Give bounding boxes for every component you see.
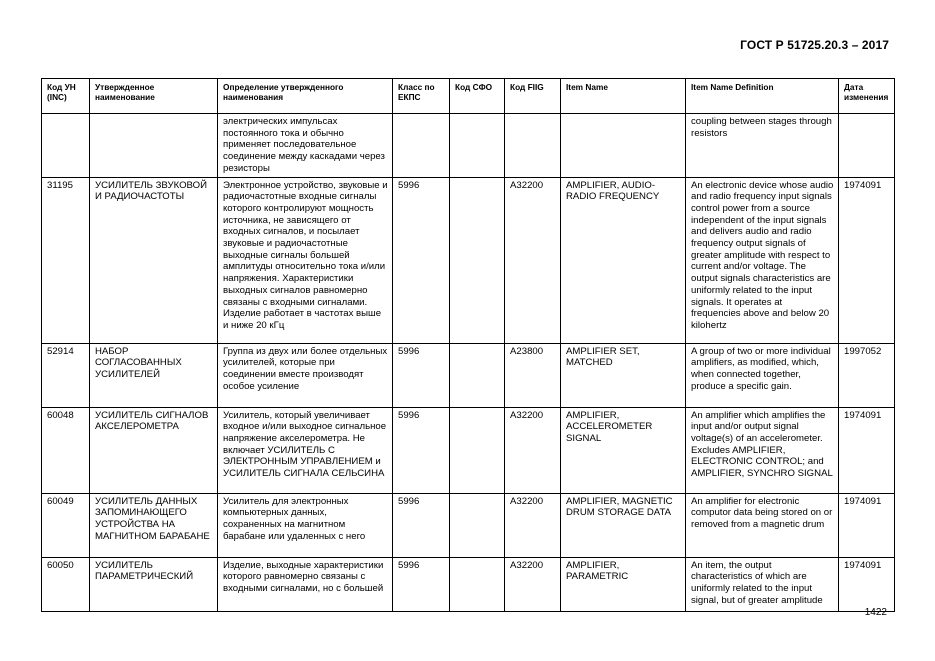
- cell-inc: 60049: [42, 493, 90, 557]
- item-name-table: [41, 78, 895, 612]
- table-row: [42, 493, 895, 557]
- cell-item-name: AMPLIFIER, ACCELEROMETER SIGNAL: [561, 407, 686, 493]
- cell-ekps: 5996: [393, 407, 450, 493]
- table-row: [42, 343, 895, 407]
- cell-ekps: 5996: [393, 493, 450, 557]
- cell-date: 1974091: [839, 407, 895, 493]
- cell-definition-en: coupling between stages through resistors: [686, 114, 839, 178]
- cell-definition-ru: электрических импульсах постоянного тока и обычно применяет последовательное соединение между каскадами через резисторы: [218, 114, 393, 178]
- cell-item-name: AMPLIFIER, AUDIO-RADIO FREQUENCY: [561, 177, 686, 343]
- cell-date: 1974091: [839, 177, 895, 343]
- cell-definition-en: An electronic device whose audio and radio frequency input signals control power from a source independent of the input signals and delivers audio and radio frequency output signals of greater amplitude with respect to current and/or voltage. The output signals characteristics are uniformly related to the input signals. It operates at frequencies above and below 20 kilohertz: [686, 177, 839, 343]
- column-header-date: Дата изменения: [839, 79, 895, 114]
- cell-definition-ru: Усилитель для электронных компьютерных данных, сохраненных на магнитном барабане или удаленных с него: [218, 493, 393, 557]
- cell-date: 1974091: [839, 557, 895, 611]
- cell-fiig: A32200: [505, 177, 561, 343]
- cell-date: [839, 114, 895, 178]
- cell-fiig: A32200: [505, 493, 561, 557]
- cell-inc: 60048: [42, 407, 90, 493]
- cell-definition-ru: Электронное устройство, звуковые и радиочастотные входные сигналы которого контролируют мощность источника, не зависящего от входных сигналов, и посылает звуковые и радиочастотные выходные сигналы большей амплитуды относительно тока и/или напряжения. Характеристики выходных сигналов равномерно связаны с входными сигналами. Изделие работает в частотах выше и ниже 20 кГц: [218, 177, 393, 343]
- cell-inc: 52914: [42, 343, 90, 407]
- cell-item-name: AMPLIFIER SET, MATCHED: [561, 343, 686, 407]
- cell-sfo: [450, 557, 505, 611]
- cell-name-ru: УСИЛИТЕЛЬ ДАННЫХ ЗАПОМИНАЮЩЕГО УСТРОЙСТВА НА МАГНИТНОМ БАРАБАНЕ: [90, 493, 218, 557]
- cell-ekps: 5996: [393, 177, 450, 343]
- cell-name-ru: УСИЛИТЕЛЬ ПАРАМЕТРИЧЕСКИЙ: [90, 557, 218, 611]
- column-header-inc: Код УН (INC): [42, 79, 90, 114]
- cell-name-ru: [90, 114, 218, 178]
- column-header-name-ru: Утвержденное наименование: [90, 79, 218, 114]
- cell-ekps: 5996: [393, 343, 450, 407]
- cell-definition-ru: Изделие, выходные характеристики которого равномерно связаны с входными сигналами, но с большей: [218, 557, 393, 611]
- cell-sfo: [450, 407, 505, 493]
- column-header-definition-en: Item Name Definition: [686, 79, 839, 114]
- cell-inc: 31195: [42, 177, 90, 343]
- cell-item-name: AMPLIFIER, MAGNETIC DRUM STORAGE DATA: [561, 493, 686, 557]
- cell-definition-en: An item, the output characteristics of which are uniformly related to the input signal, but of greater amplitude: [686, 557, 839, 611]
- cell-date: 1997052: [839, 343, 895, 407]
- page-number: 1422: [864, 607, 887, 618]
- cell-sfo: [450, 114, 505, 178]
- cell-name-ru: УСИЛИТЕЛЬ ЗВУКОВОЙ И РАДИОЧАСТОТЫ: [90, 177, 218, 343]
- cell-ekps: 5996: [393, 557, 450, 611]
- column-header-fiig: Код FIIG: [505, 79, 561, 114]
- cell-date: 1974091: [839, 493, 895, 557]
- column-header-definition-ru: Определение утвержденного наименования: [218, 79, 393, 114]
- cell-fiig: A32200: [505, 557, 561, 611]
- document-header: ГОСТ Р 51725.20.3 – 2017: [740, 38, 889, 52]
- cell-sfo: [450, 343, 505, 407]
- column-header-sfo: Код СФО: [450, 79, 505, 114]
- cell-sfo: [450, 493, 505, 557]
- table-row: [42, 177, 895, 343]
- cell-inc: 60050: [42, 557, 90, 611]
- cell-fiig: A23800: [505, 343, 561, 407]
- cell-fiig: [505, 114, 561, 178]
- column-header-item-name: Item Name: [561, 79, 686, 114]
- cell-fiig: A32200: [505, 407, 561, 493]
- cell-name-ru: НАБОР СОГЛАСОВАННЫХ УСИЛИТЕЛЕЙ: [90, 343, 218, 407]
- cell-definition-en: A group of two or more individual amplifiers, as modified, which, when connected together, produce a specific gain.: [686, 343, 839, 407]
- cell-definition-en: An amplifier which amplifies the input and/or output signal voltage(s) of an accelerometer. Excludes AMPLIFIER, ELECTRONIC CONTROL; and AMPLIFIER, SYNCHRO SIGNAL: [686, 407, 839, 493]
- table-row: [42, 407, 895, 493]
- cell-definition-ru: Усилитель, который увеличивает входное и/или выходное сигнальное напряжение акселерометра. Не включает УСИЛИТЕЛЬ С ЭЛЕКТРОННЫМ УПРАВЛЕНИЕМ и УСИЛИТЕЛЬ СИГНАЛА СЕЛЬСИНА: [218, 407, 393, 493]
- cell-item-name: [561, 114, 686, 178]
- cell-item-name: AMPLIFIER, PARAMETRIC: [561, 557, 686, 611]
- table-header-row: [42, 79, 895, 114]
- cell-ekps: [393, 114, 450, 178]
- cell-sfo: [450, 177, 505, 343]
- cell-definition-en: An amplifier for electronic computor data being stored on or removed from a magnetic drum: [686, 493, 839, 557]
- cell-name-ru: УСИЛИТЕЛЬ СИГНАЛОВ АКСЕЛЕРОМЕТРА: [90, 407, 218, 493]
- cell-definition-ru: Группа из двух или более отдельных усилителей, которые при соединении вместе производят особое усиление: [218, 343, 393, 407]
- cell-inc: [42, 114, 90, 178]
- table-row: [42, 114, 895, 178]
- column-header-ekps: Класс по ЕКПС: [393, 79, 450, 114]
- table-row: [42, 557, 895, 611]
